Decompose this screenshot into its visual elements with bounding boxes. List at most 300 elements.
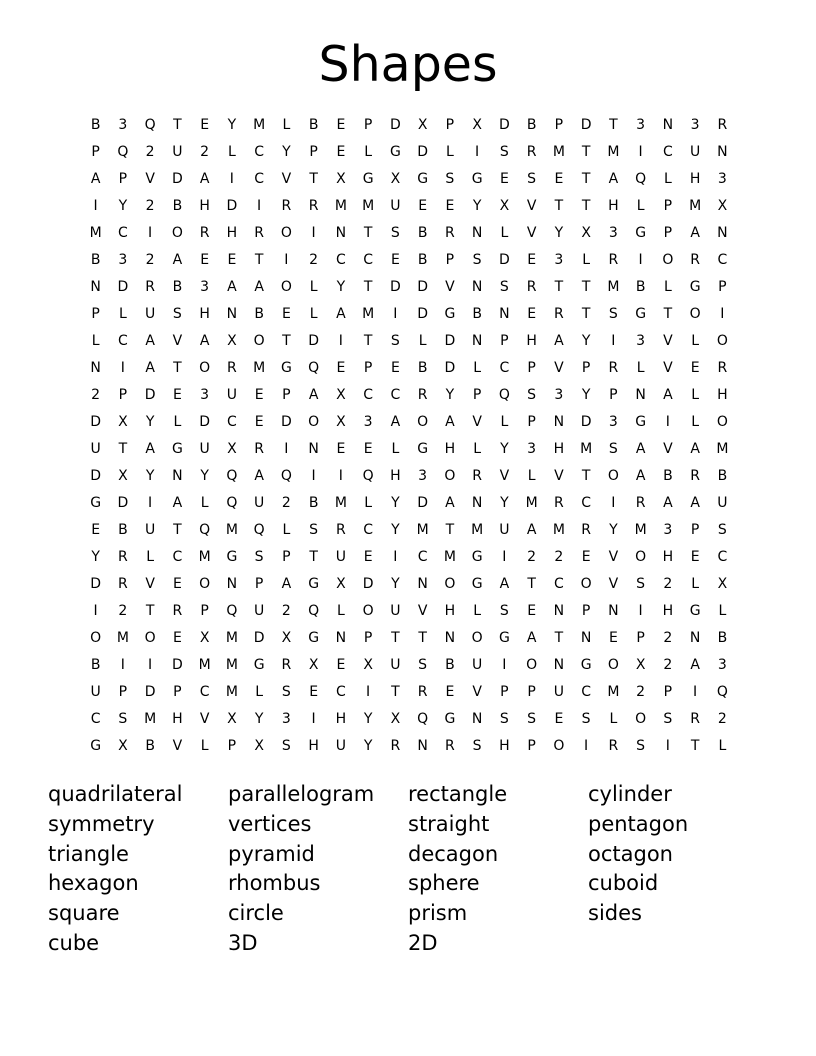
grid-letter: A xyxy=(281,575,292,592)
grid-letter: O xyxy=(662,251,674,268)
word-list-item: hexagon xyxy=(48,871,139,896)
grid-letter: 2 xyxy=(717,710,727,727)
grid-letter: N xyxy=(717,143,728,160)
grid-letter: O xyxy=(308,413,320,430)
grid-letter: L xyxy=(146,548,155,565)
grid-letter: Q xyxy=(362,467,374,484)
grid-letter: U xyxy=(472,656,483,673)
grid-letter: N xyxy=(553,413,565,430)
grid-letter: U xyxy=(90,440,101,457)
grid-letter: G xyxy=(471,170,483,187)
grid-letter: T xyxy=(173,359,182,376)
grid-letter: P xyxy=(309,143,318,160)
grid-row xyxy=(82,111,738,138)
grid-letter: D xyxy=(444,359,456,376)
grid-letter: C xyxy=(581,683,592,700)
grid-letter: M xyxy=(144,710,157,727)
grid-letter: E xyxy=(445,683,455,700)
grid-letter: R xyxy=(608,737,619,754)
grid-letter: 3 xyxy=(636,332,646,349)
grid-letter: X xyxy=(199,629,210,646)
grid-letter: D xyxy=(417,494,429,511)
grid-letter: A xyxy=(690,656,700,673)
grid-letter: 3 xyxy=(118,116,128,133)
grid-letter: X xyxy=(336,575,346,592)
grid-letter: P xyxy=(445,116,455,133)
grid-letter: X xyxy=(390,170,401,187)
grid-letter: M xyxy=(362,197,375,214)
grid-letter: O xyxy=(716,413,728,430)
grid-letter: T xyxy=(418,629,427,646)
grid-letter: A xyxy=(690,224,700,241)
grid-letter: E xyxy=(690,548,700,565)
grid-letter: B xyxy=(635,278,646,295)
grid-letter: A xyxy=(199,170,210,187)
grid-letter: V xyxy=(445,278,455,295)
grid-letter: Q xyxy=(117,143,129,160)
grid-letter: N xyxy=(335,224,347,241)
grid-letter: V xyxy=(281,170,292,187)
grid-letter: 2 xyxy=(663,629,673,646)
grid-letter: M xyxy=(552,521,565,538)
grid-letter: N xyxy=(172,467,183,484)
word-list-item: straight xyxy=(408,811,490,836)
grid-letter: U xyxy=(553,683,564,700)
grid-letter: H xyxy=(172,710,183,727)
grid-letter: A xyxy=(308,386,319,403)
grid-row xyxy=(82,489,738,516)
grid-letter: N xyxy=(226,575,238,592)
grid-letter: L xyxy=(582,251,591,268)
grid-letter: A xyxy=(663,494,673,511)
grid-letter: U xyxy=(335,548,346,565)
grid-letter: M xyxy=(416,521,429,538)
grid-letter: A xyxy=(635,440,646,457)
grid-letter: O xyxy=(471,629,483,646)
grid-letter: E xyxy=(336,143,346,160)
grid-letter: S xyxy=(418,656,428,673)
grid-letter: Q xyxy=(417,710,429,727)
grid-letter: A xyxy=(445,494,455,511)
grid-letter: X xyxy=(227,440,237,457)
grid-letter: E xyxy=(363,440,373,457)
grid-letter: O xyxy=(689,305,701,322)
grid-letter: G xyxy=(308,575,320,592)
grid-letter: I xyxy=(311,224,316,241)
grid-letter: N xyxy=(471,278,483,295)
grid-letter: H xyxy=(335,710,347,727)
grid-letter: U xyxy=(690,143,701,160)
grid-letter: A xyxy=(90,170,101,187)
grid-letter: E xyxy=(390,251,400,268)
grid-letter: Y xyxy=(391,521,400,538)
word-list-item: rhombus xyxy=(228,871,321,896)
grid-row xyxy=(82,408,738,435)
grid-letter: N xyxy=(471,224,483,241)
grid-letter: Q xyxy=(308,602,320,619)
grid-letter: O xyxy=(444,467,456,484)
grid-letter: L xyxy=(336,602,345,619)
grid-letter: T xyxy=(309,548,318,565)
grid-letter: O xyxy=(716,332,728,349)
grid-letter: P xyxy=(118,683,128,700)
grid-row xyxy=(82,192,738,219)
grid-letter: T xyxy=(581,305,591,322)
grid-letter: A xyxy=(145,332,155,349)
grid-letter: R xyxy=(417,683,428,700)
grid-letter: D xyxy=(117,278,129,295)
grid-letter: T xyxy=(363,278,373,295)
grid-letter: L xyxy=(691,575,700,592)
grid-letter: O xyxy=(635,710,647,727)
grid-letter: I xyxy=(638,602,643,619)
grid-letter: X xyxy=(717,197,728,214)
grid-letter: M xyxy=(525,494,538,511)
grid-letter: R xyxy=(336,521,346,538)
grid-letter: D xyxy=(580,413,592,430)
grid-letter: L xyxy=(718,602,727,619)
grid-letter: L xyxy=(636,197,645,214)
grid-letter: O xyxy=(607,656,619,673)
grid-letter: E xyxy=(608,629,618,646)
grid-letter: T xyxy=(581,467,591,484)
grid-letter: T xyxy=(690,737,700,754)
grid-letter: S xyxy=(281,737,291,754)
grid-letter: G xyxy=(90,737,102,754)
grid-letter: P xyxy=(609,386,618,403)
grid-letter: S xyxy=(608,440,618,457)
grid-letter: N xyxy=(444,629,456,646)
grid-letter: D xyxy=(226,197,238,214)
grid-letter: C xyxy=(363,251,374,268)
grid-letter: L xyxy=(691,413,700,430)
grid-letter: C xyxy=(499,359,510,376)
grid-letter: E xyxy=(254,413,264,430)
grid-letter: C xyxy=(553,575,564,592)
grid-letter: U xyxy=(90,683,101,700)
grid-letter: C xyxy=(172,548,183,565)
grid-letter: B xyxy=(472,305,482,322)
grid-letter: P xyxy=(363,359,373,376)
grid-letter: E xyxy=(336,359,346,376)
grid-letter: D xyxy=(417,278,429,295)
grid-letter: V xyxy=(499,467,510,484)
grid-letter: N xyxy=(471,332,483,349)
grid-letter: M xyxy=(580,440,593,457)
grid-letter: E xyxy=(254,386,264,403)
grid-row xyxy=(82,138,738,165)
grid-letter: V xyxy=(472,683,482,700)
grid-letter: O xyxy=(280,224,292,241)
grid-letter: O xyxy=(171,224,183,241)
grid-letter: S xyxy=(118,710,128,727)
grid-letter: O xyxy=(580,575,592,592)
grid-letter: O xyxy=(526,656,538,673)
grid-letter: I xyxy=(502,656,507,673)
grid-letter: N xyxy=(499,305,510,322)
grid-letter: 3 xyxy=(118,251,128,268)
grid-letter: N xyxy=(226,305,238,322)
grid-letter: 2 xyxy=(281,602,291,619)
grid-letter: G xyxy=(689,278,701,295)
grid-letter: G xyxy=(635,413,647,430)
grid-letter: A xyxy=(254,467,264,484)
grid-letter: 3 xyxy=(608,224,618,241)
grid-letter: 2 xyxy=(663,656,673,673)
grid-letter: B xyxy=(308,494,319,511)
grid-letter: O xyxy=(553,737,565,754)
grid-letter: B xyxy=(663,467,673,484)
grid-letter: O xyxy=(199,359,211,376)
grid-letter: L xyxy=(255,683,264,700)
grid-letter: P xyxy=(663,683,673,700)
grid-letter: T xyxy=(309,170,318,187)
grid-letter: M xyxy=(116,629,129,646)
grid-letter: 2 xyxy=(663,575,673,592)
grid-letter: Y xyxy=(472,197,482,214)
grid-letter: U xyxy=(390,656,401,673)
grid-letter: Q xyxy=(280,467,292,484)
grid-letter: S xyxy=(445,170,455,187)
grid-letter: O xyxy=(607,467,619,484)
word-list-item: 2D xyxy=(408,930,438,955)
grid-letter: T xyxy=(173,521,182,538)
grid-letter: X xyxy=(227,332,237,349)
grid-letter: L xyxy=(691,386,700,403)
grid-letter: 2 xyxy=(527,548,537,565)
grid-letter: 2 xyxy=(200,143,210,160)
grid-letter: T xyxy=(554,197,564,214)
grid-letter: A xyxy=(499,575,510,592)
grid-letter: C xyxy=(662,143,673,160)
grid-letter: U xyxy=(717,494,728,511)
grid-letter: H xyxy=(199,305,210,322)
grid-letter: A xyxy=(227,278,237,295)
grid-row xyxy=(82,732,738,759)
grid-letter: E xyxy=(499,170,509,187)
grid-letter: U xyxy=(172,143,183,160)
grid-letter: T xyxy=(391,683,400,700)
grid-letter: Y xyxy=(391,494,400,511)
grid-letter: X xyxy=(118,413,128,430)
grid-letter: 3 xyxy=(663,521,673,538)
grid-letter: C xyxy=(90,710,101,727)
grid-letter: L xyxy=(609,710,618,727)
grid-letter: S xyxy=(663,710,673,727)
grid-letter: V xyxy=(199,710,210,727)
grid-letter: 2 xyxy=(145,143,155,160)
grid-row xyxy=(82,435,738,462)
grid-letter: C xyxy=(199,683,210,700)
grid-letter: D xyxy=(444,332,456,349)
grid-letter: P xyxy=(581,602,591,619)
word-list-item: circle xyxy=(228,901,284,926)
grid-letter: R xyxy=(526,278,537,295)
grid-letter: S xyxy=(390,224,400,241)
grid-letter: G xyxy=(226,548,238,565)
grid-letter: S xyxy=(527,386,537,403)
grid-letter: Q xyxy=(144,116,156,133)
grid-letter: A xyxy=(172,251,183,268)
grid-letter: G xyxy=(362,170,374,187)
grid-letter: L xyxy=(418,332,427,349)
grid-letter: O xyxy=(444,575,456,592)
grid-letter: D xyxy=(253,629,265,646)
grid-letter: T xyxy=(581,143,591,160)
grid-letter: B xyxy=(145,737,155,754)
grid-letter: U xyxy=(226,386,237,403)
grid-row xyxy=(82,300,738,327)
word-list-item: triangle xyxy=(48,841,129,866)
grid-letter: G xyxy=(308,629,320,646)
grid-letter: U xyxy=(145,305,156,322)
grid-letter: N xyxy=(417,575,428,592)
grid-letter: 3 xyxy=(636,116,646,133)
grid-letter: Y xyxy=(91,548,100,565)
grid-letter: R xyxy=(635,494,646,511)
grid-letter: N xyxy=(417,737,428,754)
grid-letter: P xyxy=(527,683,536,700)
grid-letter: T xyxy=(445,521,455,538)
grid-letter: 2 xyxy=(145,251,155,268)
grid-letter: C xyxy=(254,170,265,187)
word-list-item: quadrilateral xyxy=(48,782,183,806)
grid-letter: E xyxy=(418,197,428,214)
grid-letter: M xyxy=(225,656,238,673)
grid-letter: R xyxy=(118,548,128,565)
grid-letter: X xyxy=(308,656,319,673)
grid-letter: G xyxy=(253,656,265,673)
grid-letter: S xyxy=(499,278,509,295)
grid-letter: N xyxy=(553,602,565,619)
grid-letter: 2 xyxy=(118,602,128,619)
grid-letter: M xyxy=(334,494,347,511)
grid-letter: G xyxy=(444,710,456,727)
grid-letter: R xyxy=(717,116,728,133)
grid-letter: U xyxy=(499,521,510,538)
grid-letter: D xyxy=(417,305,429,322)
grid-letter: 2 xyxy=(145,197,155,214)
grid-letter: 3 xyxy=(717,170,727,187)
grid-letter: U xyxy=(199,440,210,457)
grid-letter: E xyxy=(200,251,210,268)
grid-letter: C xyxy=(226,413,237,430)
grid-letter: 2 xyxy=(91,386,101,403)
word-list-item: prism xyxy=(408,901,468,926)
grid-letter: C xyxy=(363,521,374,538)
word-list-item: cylinder xyxy=(588,782,672,806)
grid-letter: L xyxy=(663,278,672,295)
grid-letter: P xyxy=(527,413,536,430)
grid-letter: N xyxy=(471,710,483,727)
grid-letter: S xyxy=(499,602,509,619)
grid-letter: L xyxy=(500,224,509,241)
grid-letter: E xyxy=(690,359,700,376)
grid-letter: Y xyxy=(554,224,564,241)
word-list-item: 3D xyxy=(228,930,258,955)
word-list-item: sides xyxy=(588,901,642,926)
grid-letter: O xyxy=(144,629,156,646)
grid-letter: Y xyxy=(581,386,591,403)
grid-letter: M xyxy=(198,656,211,673)
grid-letter: C xyxy=(581,494,592,511)
grid-letter: S xyxy=(390,332,400,349)
grid-letter: 3 xyxy=(363,413,373,430)
grid-letter: U xyxy=(390,197,401,214)
grid-row xyxy=(82,705,738,732)
grid-row xyxy=(82,570,738,597)
grid-letter: P xyxy=(282,548,291,565)
grid-letter: R xyxy=(199,224,210,241)
grid-letter: 3 xyxy=(717,656,727,673)
grid-letter: B xyxy=(717,467,728,484)
grid-letter: R xyxy=(581,521,591,538)
grid-letter: A xyxy=(690,494,700,511)
grid-letter: Q xyxy=(635,170,647,187)
grid-letter: V xyxy=(172,332,183,349)
grid-letter: A xyxy=(526,629,537,646)
grid-letter: V xyxy=(663,332,673,349)
grid-letter: R xyxy=(417,386,428,403)
grid-letter: D xyxy=(498,116,510,133)
grid-letter: U xyxy=(145,521,156,538)
grid-letter: P xyxy=(690,521,700,538)
grid-letter: R xyxy=(172,602,183,619)
grid-letter: P xyxy=(363,629,373,646)
grid-letter: V xyxy=(417,602,428,619)
grid-letter: 2 xyxy=(309,251,319,268)
grid-letter: H xyxy=(662,602,674,619)
grid-letter: X xyxy=(227,710,237,727)
grid-letter: 3 xyxy=(554,386,564,403)
grid-letter: I xyxy=(502,548,507,565)
grid-letter: G xyxy=(689,602,701,619)
grid-letter: G xyxy=(498,629,510,646)
grid-letter: X xyxy=(717,575,728,592)
grid-letter: I xyxy=(311,467,316,484)
grid-letter: N xyxy=(662,116,674,133)
grid-letter: O xyxy=(362,602,374,619)
grid-letter: M xyxy=(689,197,702,214)
grid-letter: R xyxy=(717,359,728,376)
word-list-item: vertices xyxy=(228,811,312,836)
grid-letter: B xyxy=(717,629,728,646)
grid-letter: B xyxy=(445,656,455,673)
grid-letter: T xyxy=(527,575,536,592)
grid-letter: G xyxy=(635,224,647,241)
grid-letter: S xyxy=(254,548,264,565)
grid-letter: T xyxy=(581,197,591,214)
grid-letter: P xyxy=(663,197,673,214)
grid-letter: U xyxy=(335,737,346,754)
word-list xyxy=(48,780,788,959)
grid-letter: 3 xyxy=(608,413,618,430)
grid-letter: A xyxy=(635,467,646,484)
grid-letter: D xyxy=(144,683,156,700)
grid-letter: P xyxy=(445,251,455,268)
grid-letter: M xyxy=(225,629,238,646)
grid-letter: B xyxy=(172,278,183,295)
word-list-item: octagon xyxy=(588,841,673,866)
grid-letter: A xyxy=(690,440,700,457)
grid-letter: D xyxy=(144,386,156,403)
grid-letter: Y xyxy=(336,278,346,295)
grid-letter: P xyxy=(718,278,727,295)
word-list-item: symmetry xyxy=(48,811,155,836)
grid-letter: L xyxy=(309,278,318,295)
grid-letter: L xyxy=(364,143,373,160)
grid-letter: I xyxy=(584,737,589,754)
